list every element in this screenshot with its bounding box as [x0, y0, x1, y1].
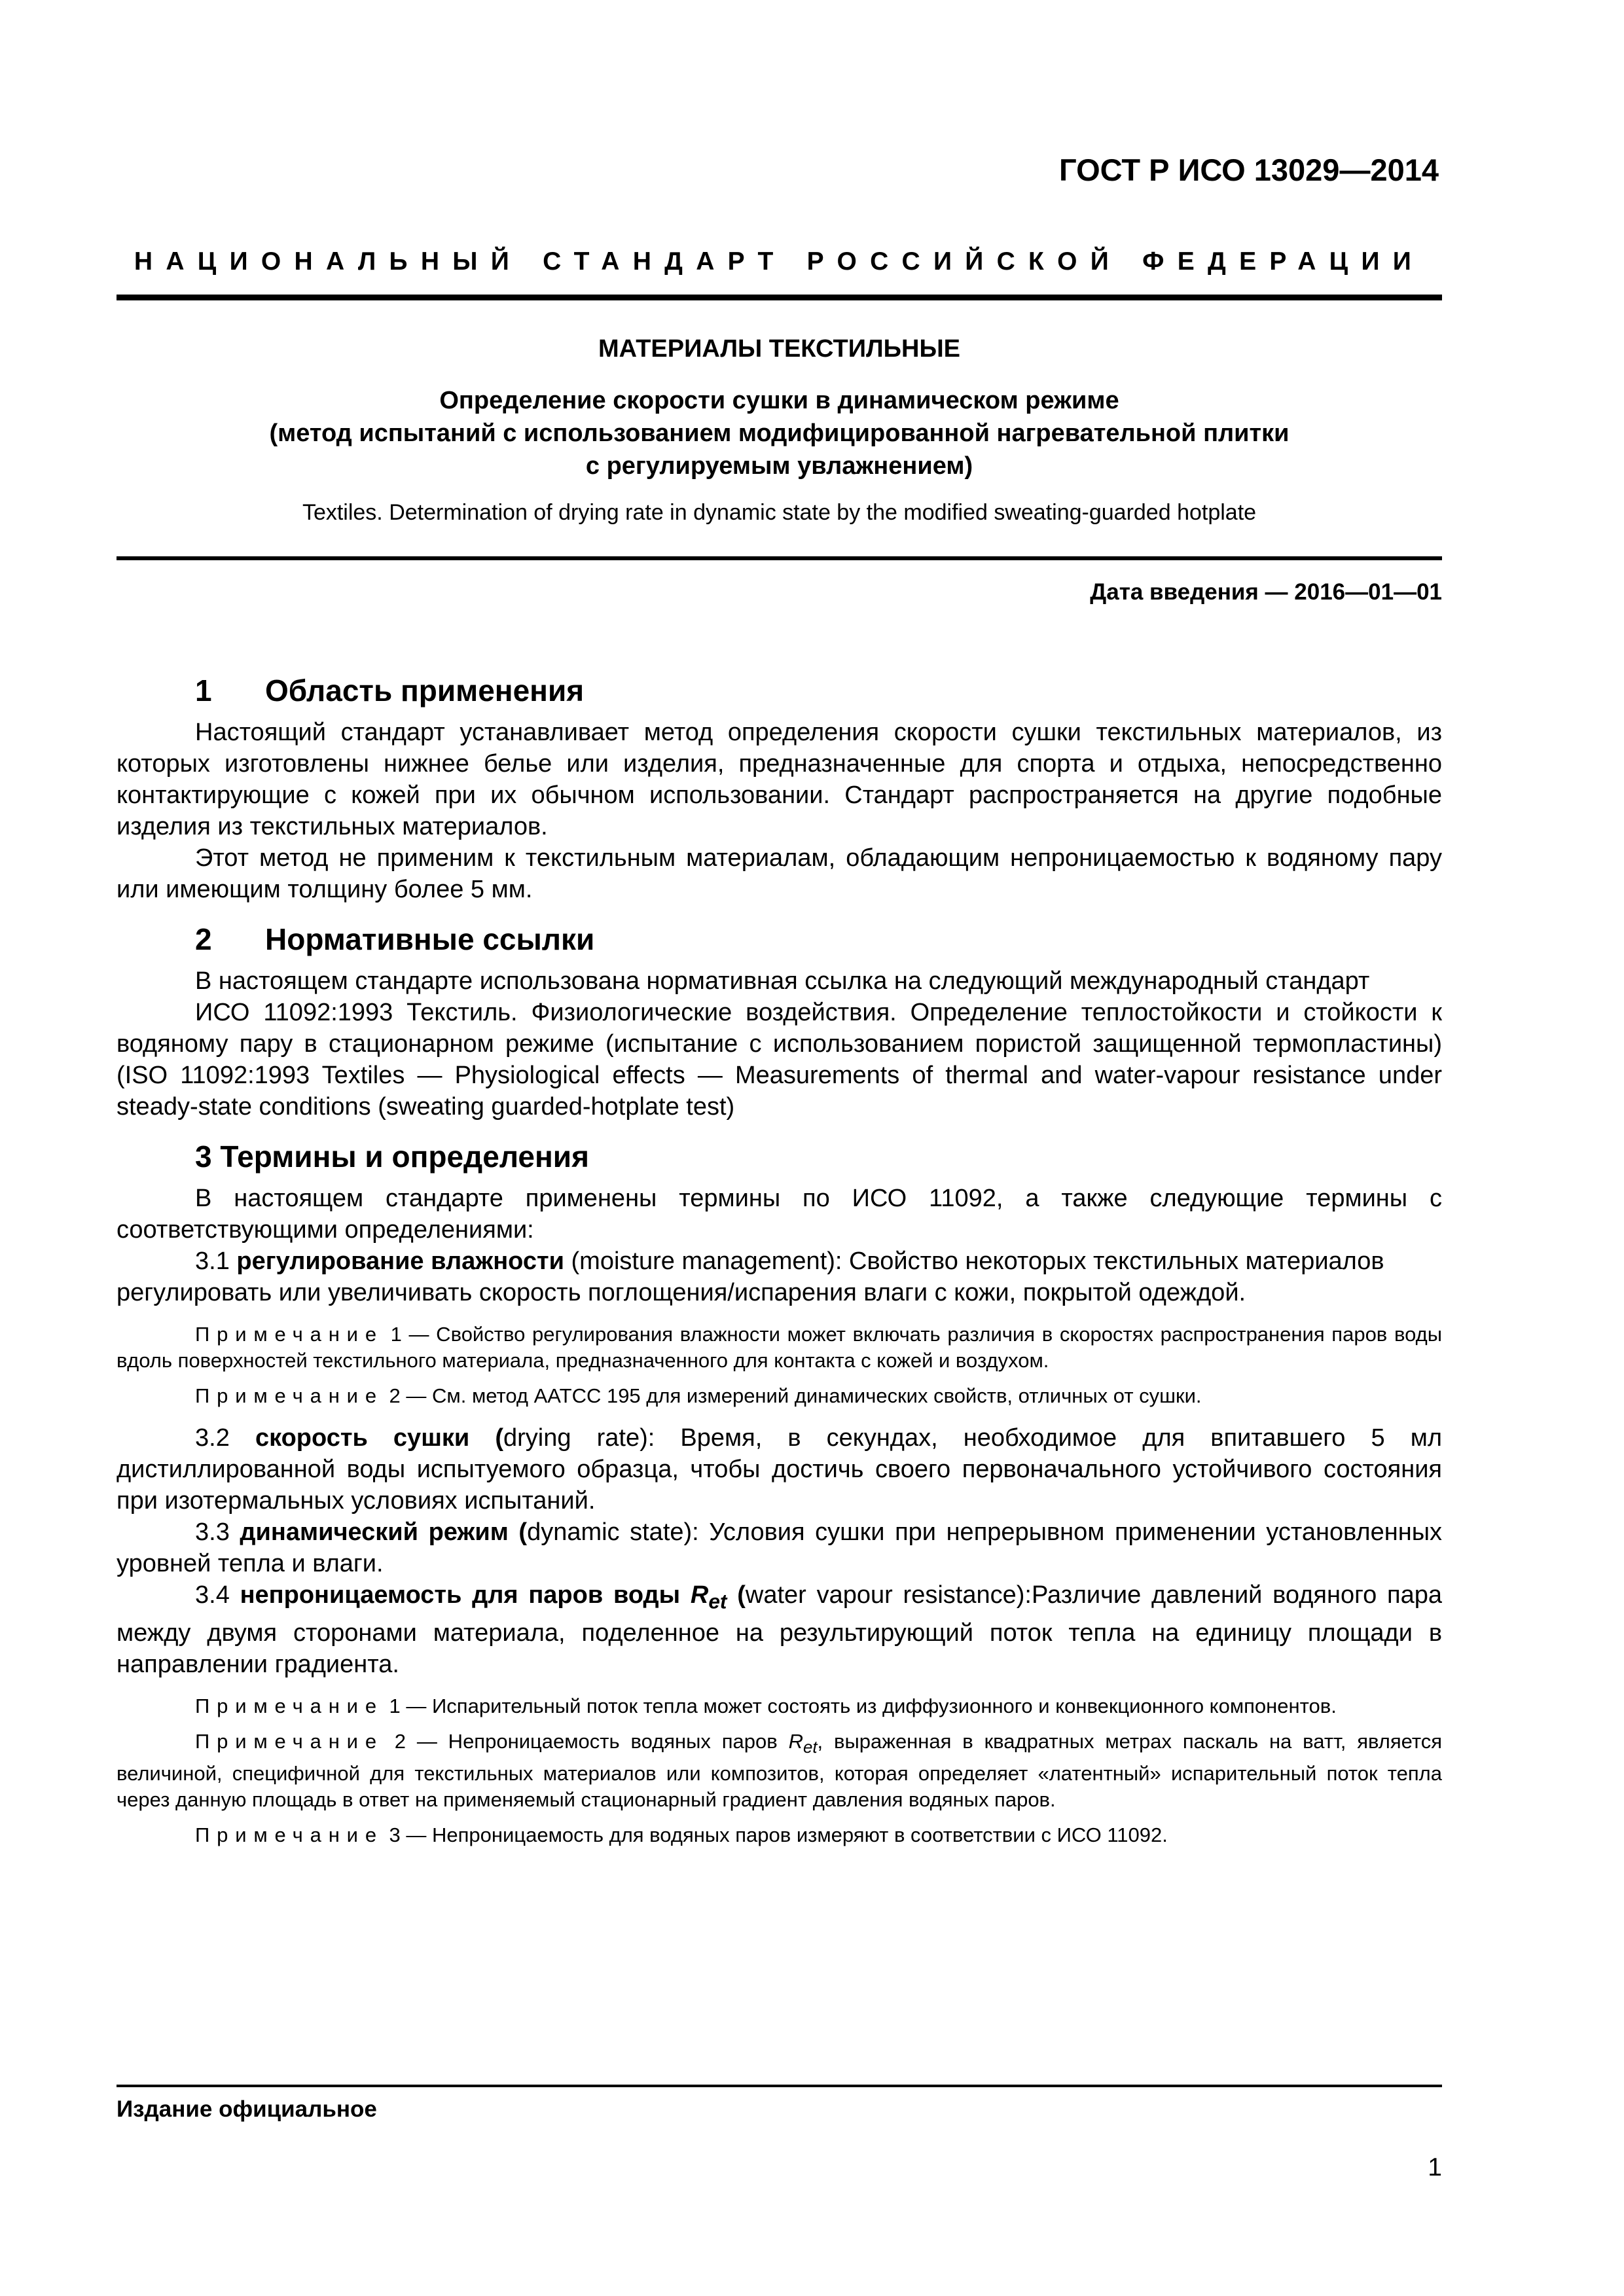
header-rule [117, 295, 1442, 300]
term-number: 3.4 [195, 1581, 230, 1609]
paragraph: ИСО 11092:1993 Текстиль. Физиологические воздействия. Определение теплостойкости и стойкости к водяному пару в стационарном режиме (испытание с использованием пористой защищенной термопластины) (ISO 11092:1993 Textiles — Physiological effects — Measurements of thermal and water-vapour resistance under steady-state conditions (sweating guarded-hotplate test) [117, 999, 1442, 1121]
term-name: непроницаемость для паров воды [240, 1581, 691, 1609]
term-definition [117, 1422, 1442, 1516]
symbol: R [788, 1729, 803, 1753]
section-title: Термины и определения [220, 1139, 589, 1174]
symbol-subscript: et [708, 1589, 727, 1613]
section-heading [117, 913, 1442, 965]
note-label: Примечание [195, 1823, 384, 1846]
footer-rule [117, 2085, 1442, 2087]
note-text: 3 — Непроницаемость для водяных паров измеряют в соответствии с ИСО 11092. [383, 1823, 1168, 1846]
note [117, 1321, 1442, 1374]
note-text: 2 — См. метод AATCC 195 для измерений динамических свойств, отличных от сушки. [383, 1384, 1202, 1407]
term-text: (moisture management): Свойство некоторых текстильных материалов регулировать или увеличивать скорость поглощения/испарения влаги с кожи, покрытой одеждой. [117, 1247, 1384, 1306]
note [117, 1729, 1442, 1813]
note-label: Примечание [195, 1384, 384, 1407]
document-code: ГОСТ Р ИСО 13029—2014 [1059, 152, 1439, 187]
section-number: 2 [195, 922, 212, 956]
document-body [117, 664, 1442, 1848]
paragraph: В настоящем стандарте применены термины по ИСО 11092, а также следующие термины с соответствующими определениями: [117, 1185, 1442, 1244]
note-label: Примечание [195, 1694, 384, 1717]
term-text: water vapour resistance):Различие давлений водяного пара между двумя сторонами материала, поделенное на результирующий поток тепла на единицу площади в направлении градиента. [117, 1581, 1442, 1678]
paragraph: Настоящий стандарт устанавливает метод определения скорости сушки текстильных материалов, из которых изготовлены нижнее белье или изделия, предназначенные для спорта и отдыха, непосредственно контактирующие с кожей при их обычном использовании. Стандарт распространяется на другие подобные изделия из текстильных материалов. [117, 719, 1442, 840]
page-number: 1 [1428, 2153, 1442, 2181]
paragraph: В настоящем стандарте использована нормативная ссылка на следующий международный стандарт [195, 967, 1370, 995]
section-title: Нормативные ссылки [265, 922, 595, 956]
term-number: 3.2 [195, 1424, 230, 1452]
term-definition [117, 1516, 1442, 1579]
symbol: R [690, 1581, 709, 1609]
title-subtitle [117, 384, 1442, 482]
term-text: dynamic state): Условия сушки при непрерывном применении установленных уровней тепла и влаги. [117, 1518, 1443, 1577]
introduction-date: Дата введения — 2016—01—01 [1090, 579, 1442, 605]
term-text: drying rate): Время, в секундах, необходимое для впитавшего 5 мл дистиллированной воды испытуемого образца, чтобы достичь своего первоначального устойчивого состояния при изотермальных условиях испытаний. [117, 1424, 1442, 1515]
title-block [117, 331, 1442, 528]
note-label: Примечание [195, 1323, 384, 1346]
note-text: 2 — Непроницаемость водяных паров [383, 1729, 789, 1753]
term-name: динамический режим ( [240, 1518, 528, 1546]
title-rule [117, 556, 1442, 560]
title-subtitle-line: с регулируемым увлажнением) [585, 452, 973, 480]
note-label: Примечание [195, 1729, 384, 1753]
title-subtitle-line: Определение скорости сушки в динамическом режиме [439, 387, 1119, 414]
note [117, 1822, 1442, 1848]
title-subtitle-line: (метод испытаний с использованием модифицированной нагревательной плитки [269, 420, 1290, 447]
paragraph: Этот метод не применим к текстильным материалам, обладающим непроницаемостью к водяному пару или имеющим толщину более 5 мм. [117, 844, 1442, 903]
section-number: 3 [195, 1139, 212, 1174]
note-text: , выраженная в квадратных метрах паскаль на ватт, является величиной, специфичной для текстильных материалов или композитов, которая определяет «латентный» испарительный поток тепла через данную площадь в ответ на применяемый стационарный градиент давления водяных паров. [117, 1729, 1442, 1811]
title-english: Textiles. Determination of drying rate in dynamic state by the modified sweating-guarded hotplate [302, 500, 1257, 525]
term-paren: ( [727, 1581, 746, 1609]
note-text: 1 — Свойство регулирования влажности может включать различия в скоростях распространения паров воды вдоль поверхностей текстильного материала, предназначенного для контакта с кожей и воздухом. [117, 1323, 1442, 1372]
term-definition [117, 1246, 1442, 1308]
term-name: регулирование влажности [236, 1247, 564, 1275]
term-definition [117, 1579, 1442, 1680]
symbol-subscript: et [803, 1738, 818, 1757]
term-number: 3.1 [195, 1247, 230, 1275]
section-title: Область применения [265, 673, 585, 708]
section-number: 1 [195, 673, 212, 708]
term-name: скорость сушки ( [255, 1424, 503, 1452]
note [117, 1693, 1442, 1719]
note [117, 1383, 1442, 1409]
title-main: МАТЕРИАЛЫ ТЕКСТИЛЬНЫЕ [598, 335, 960, 363]
note-text: 1 — Испарительный поток тепла может состоять из диффузионного и конвекционного компонентов. [383, 1694, 1337, 1717]
national-standard-heading: НАЦИОНАЛЬНЫЙ СТАНДАРТ РОССИЙСКОЙ ФЕДЕРАЦИИ [134, 247, 1425, 276]
term-number: 3.3 [195, 1518, 230, 1546]
official-edition-label: Издание официальное [117, 2096, 377, 2122]
section-heading [117, 664, 1442, 717]
section-heading [117, 1130, 1442, 1183]
